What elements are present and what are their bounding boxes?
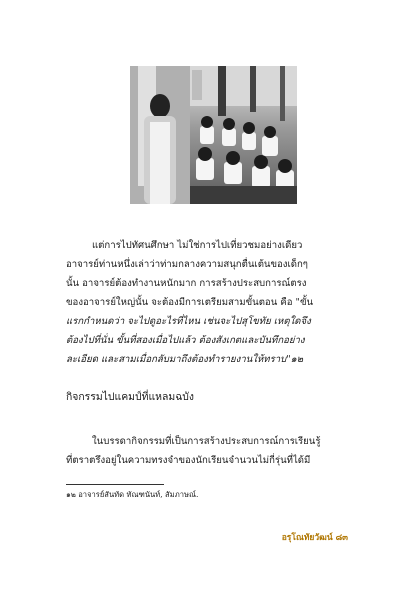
text-line: แต่การไปทัศนศึกษา ไม่ใช่การไปเที่ยวชมอย่างเดียว: [92, 240, 303, 251]
classroom-photo: [130, 66, 297, 204]
paragraph-1: [66, 236, 342, 369]
text-line: ของอาจารย์ใหญ่นั้น จะต้องมีการเตรียมสามขั้นตอน คือ "ขั้น: [66, 297, 314, 308]
text-line: ในบรรดากิจกรรมที่เป็นการสร้างประสบการณ์การเรียนรู้: [92, 436, 321, 447]
footnote: ๑๒ อาจารย์สันทัด ทัณฑนันท์, สัมภาษณ์.: [66, 490, 199, 499]
section-heading: กิจกรรมไปแคมป์ที่แหลมฉบัง: [66, 391, 194, 403]
text-line: นั้น อาจารย์ต้องทำงานหนักมาก การสร้างประสบการณ์ตรง: [66, 278, 307, 289]
footnote-divider: [66, 484, 164, 485]
text-line: อาจารย์ท่านหนึ่งเล่าว่าท่ามกลางความสนุกตื่นเต้นของเด็กๆ: [66, 259, 308, 270]
paragraph-2: [66, 432, 342, 470]
text-line: ละเอียด และสามเมื่อกลับมาถึงต้องทำรายงานให้ทราบ"๑๒: [66, 354, 304, 365]
page-footer: อรุโณทัยวัฒน์ ๘๓: [281, 533, 348, 543]
text-line: ต้องไปที่นั่น ขั้นที่สองเมื่อไปแล้ว ต้องสังเกตและบันทึกอย่าง: [66, 335, 305, 346]
text-line: ที่ตราตรึงอยู่ในความทรงจำของนักเรียนจำนวนไม่กี่รุ่นที่ได้มี: [66, 455, 311, 466]
text-line: แรกกำหนดว่า จะไปดูอะไรที่ไหน เช่นจะไปสุโขทัย เหตุใดจึง: [66, 316, 311, 327]
